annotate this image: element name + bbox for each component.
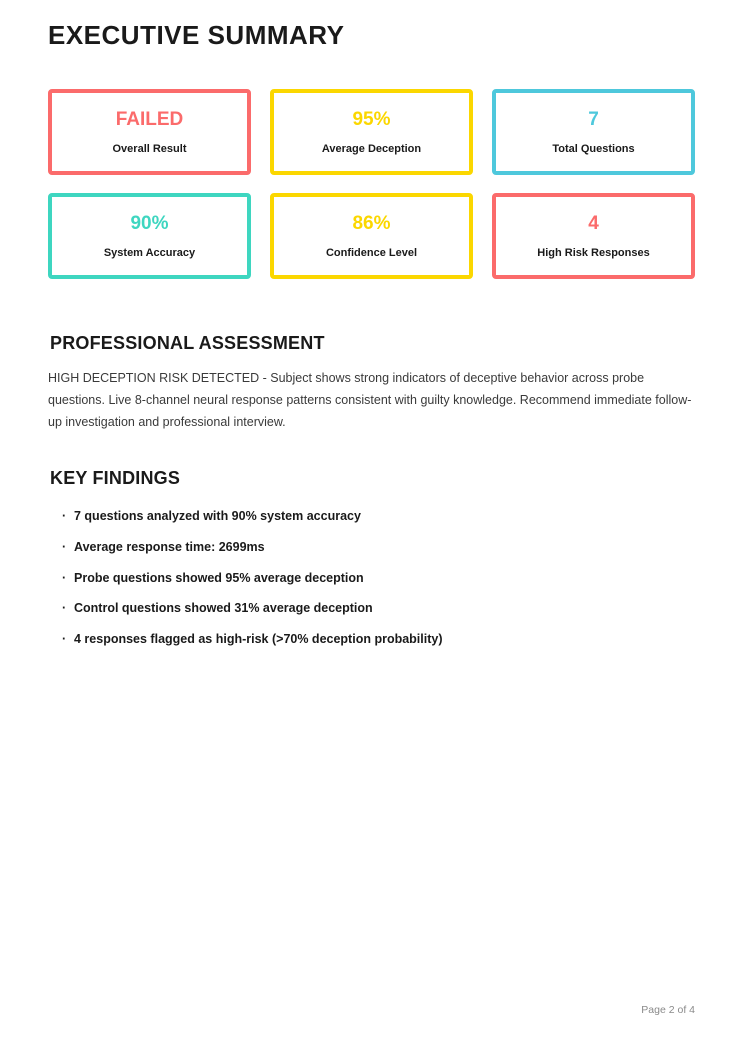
list-item: · Average response time: 2699ms [62, 532, 695, 563]
metric-card-grid [48, 89, 695, 279]
metric-value: 95% [352, 108, 391, 130]
professional-assessment-section [48, 333, 695, 434]
page-number-footer: Page 2 of 4 [641, 1004, 695, 1016]
section-heading-findings: KEY FINDINGS [50, 467, 181, 488]
metric-card-high-risk-responses [492, 193, 695, 279]
metric-value: 4 [588, 212, 599, 234]
list-item: · 7 questions analyzed with 90% system accuracy [62, 501, 695, 532]
metric-label: Average Deception [321, 142, 422, 155]
metric-label: Overall Result [112, 142, 187, 155]
metric-card-confidence-level [270, 193, 473, 279]
list-item: · Probe questions showed 95% average deception [62, 563, 695, 594]
section-heading-assessment: PROFESSIONAL ASSESSMENT [50, 333, 325, 354]
findings-list [48, 501, 695, 655]
metric-card-average-deception [270, 89, 473, 175]
list-item: · Control questions showed 31% average deception [62, 593, 695, 624]
metric-card-system-accuracy [48, 193, 251, 279]
key-findings-section [48, 468, 695, 655]
metric-card-total-questions [492, 89, 695, 175]
metric-label: High Risk Responses [537, 246, 650, 259]
metric-value: 86% [352, 212, 391, 234]
list-item: · 4 responses flagged as high-risk (>70% deception probability) [62, 624, 695, 655]
metric-value: FAILED [115, 108, 184, 130]
page-title: EXECUTIVE SUMMARY [48, 20, 345, 50]
metric-value: 90% [130, 212, 169, 234]
metric-value: 7 [588, 108, 599, 130]
metric-label: Confidence Level [325, 246, 418, 259]
metric-label: Total Questions [552, 142, 635, 155]
metric-card-overall-result [48, 89, 251, 175]
metric-label: System Accuracy [103, 246, 196, 259]
assessment-text: HIGH DECEPTION RISK DETECTED - Subject shows strong indicators of deceptive behavior across probe questions. Live 8-channel neural response patterns consistent with guilty knowledge. Recommend immediate follow-up investigation and professional interview. [48, 371, 692, 429]
